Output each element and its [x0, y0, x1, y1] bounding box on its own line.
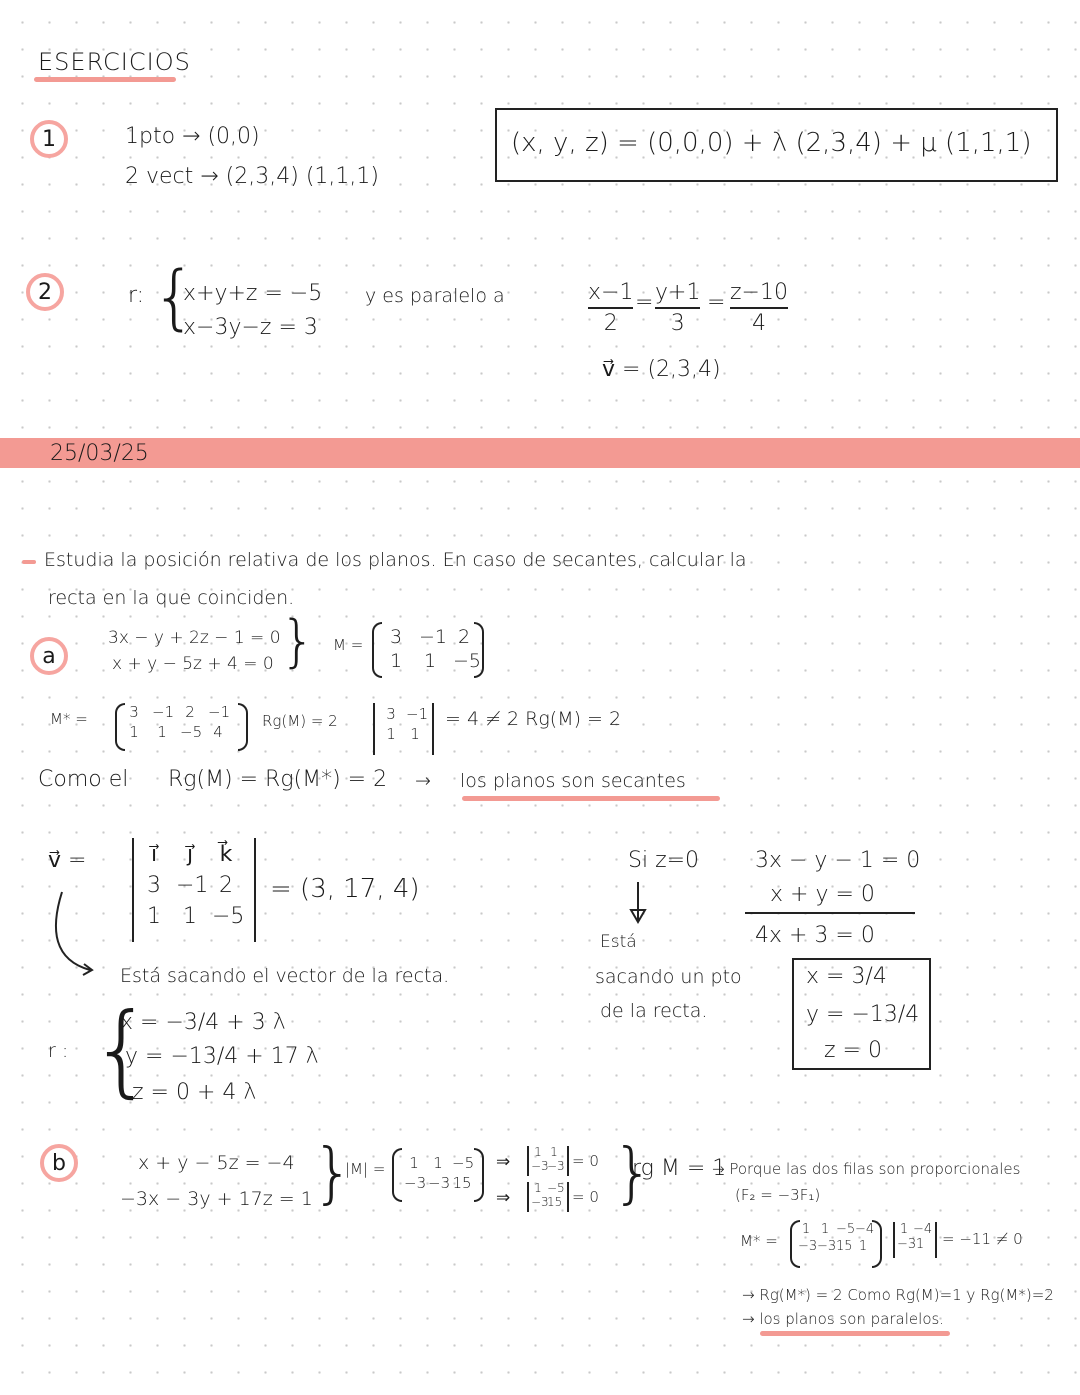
fraction-bar — [730, 307, 788, 309]
matrix-cell: −5 — [547, 1181, 565, 1195]
conclusion-underline — [760, 1331, 950, 1336]
matrix-cell: −3 — [531, 1195, 549, 1209]
system-brace: } — [612, 1134, 654, 1211]
minor-determinant — [382, 705, 429, 743]
system-equation-1: 3x − y − 1 = 0 — [755, 848, 921, 873]
matrix-cell: 1 — [858, 1239, 868, 1254]
z-zero-condition: Si z=0 — [628, 848, 700, 873]
conclusion-secantes: los planos son secantes — [460, 770, 686, 792]
date-label: 25/03/25 — [50, 441, 149, 466]
matrix-cell: −1 — [176, 873, 209, 898]
part-b-plane-1: x + y − 5z = −4 — [138, 1152, 295, 1174]
matrix-cell: −4 — [913, 1222, 933, 1237]
explanation-line-2: de la recta. — [600, 1000, 708, 1022]
fraction-numerator: z−10 — [730, 280, 788, 305]
augmented-matrix-label: M* = — [740, 1232, 778, 1250]
matrix-cell: −4 — [855, 1222, 875, 1237]
fraction-bar — [655, 307, 700, 309]
vector-note: Está sacando el vector de la recta. — [120, 965, 450, 987]
title-underline — [34, 77, 176, 82]
matrix-cell: 1 — [534, 1181, 542, 1195]
matrix-cell: 1 — [157, 723, 167, 741]
ex2-equation-2: x−3y−z = 3 — [183, 315, 318, 340]
matrix-cell: 1 — [129, 723, 139, 741]
fraction-numerator: y+1 — [655, 280, 701, 305]
direction-vector-label: v⃗ = — [48, 848, 87, 873]
fraction-numerator: x−1 — [588, 280, 634, 305]
matrix-cell: −3 — [404, 1174, 427, 1192]
arrow-icon: → — [415, 770, 431, 792]
matrix-cell: −5 — [836, 1222, 856, 1237]
conclusion-prefix: Como el — [38, 767, 129, 792]
system-brace: { — [90, 991, 154, 1108]
determinant-bar — [567, 1182, 569, 1212]
coefficient-matrix — [385, 626, 482, 672]
determinant-bar — [935, 1222, 937, 1258]
reason-line-2: (F₂ = −3F₁) — [735, 1186, 821, 1204]
left-parenthesis — [392, 1148, 402, 1202]
determinant-bar — [527, 1182, 529, 1212]
matrix-cell: 3 — [129, 703, 139, 721]
minor-result: = 0 — [572, 1188, 599, 1206]
part-b-plane-2: −3x − 3y + 17z = 1 — [120, 1188, 313, 1210]
matrix-cell: 2 — [185, 703, 195, 721]
parametric-x: x = −3/4 + 3 λ — [120, 1010, 286, 1035]
matrix-cell: −1 — [419, 626, 448, 648]
parametric-z: z = 0 + 4 λ — [132, 1080, 257, 1105]
sum-line — [745, 912, 915, 914]
ex2-direction-vector: v⃗ = (2,3,4) — [602, 357, 721, 382]
matrix-cell: 1 — [147, 904, 161, 929]
matrix-cell: −1 — [406, 705, 429, 723]
system-brace: } — [280, 609, 316, 674]
ex2-fraction-z — [730, 280, 788, 336]
matrix-cell: 1 — [386, 725, 396, 743]
fraction-denominator: 4 — [751, 311, 766, 336]
bullet-dash — [22, 560, 36, 564]
matrix-cell: −3 — [428, 1174, 451, 1192]
matrix-cell: −5 — [212, 904, 245, 929]
date-band — [0, 438, 1080, 468]
matrix-cell: 3 — [389, 626, 403, 648]
parallel-conclusion: → los planos son paralelos. — [742, 1310, 945, 1328]
minor-determinant — [531, 1145, 565, 1173]
ex2-parallel-text: y es paralelo a — [365, 285, 505, 307]
minor-determinant — [897, 1222, 933, 1252]
ex1-vectors-line: 2 vect → (2,3,4) (1,1,1) — [125, 164, 379, 189]
rank-mstar-line: → Rg(M*) = 2 Como Rg(M)=1 y Rg(M*)=2 — [742, 1286, 1054, 1304]
determinant-bar — [893, 1222, 895, 1258]
determinant-bar — [373, 703, 375, 755]
ex1-vector-equation: (x, y, z) = (0,0,0) + λ (2,3,4) + μ (1,1,1) — [511, 128, 1032, 158]
matrix-cell: 1 — [423, 650, 437, 672]
matrix-cell: −3 — [897, 1237, 917, 1252]
conclusion-underline — [462, 796, 720, 801]
matrix-cell: i⃗ — [150, 842, 158, 867]
matrix-cell: 3 — [386, 705, 396, 723]
minor-determinant — [531, 1181, 565, 1209]
system-sum-result: 4x + 3 = 0 — [755, 923, 875, 948]
solution-x: x = 3/4 — [806, 964, 887, 989]
augmented-matrix — [124, 703, 231, 741]
direction-vector-result: = (3, 17, 4) — [270, 874, 420, 904]
ex2-equation-1: x+y+z = −5 — [183, 281, 323, 306]
rank-m-result: rg M = 1 — [632, 1156, 727, 1181]
implies-arrow-icon: ⇒ — [496, 1188, 511, 1208]
system-equation-2: x + y = 0 — [770, 882, 875, 907]
implies-arrow-icon: ⇒ — [496, 1152, 511, 1172]
determinant-bar — [567, 1146, 569, 1176]
matrix-cell: −3 — [798, 1239, 818, 1254]
ex2-fraction-y — [655, 280, 700, 336]
right-parenthesis — [474, 622, 484, 678]
down-arrow-icon — [628, 880, 648, 928]
equals-sign: = — [635, 290, 654, 315]
part-a-badge: a — [30, 637, 68, 675]
right-parenthesis — [238, 703, 248, 751]
coefficient-matrix — [404, 1154, 475, 1192]
matrix-cell: 4 — [213, 723, 223, 741]
matrix-label: M = — [333, 636, 364, 654]
matrix-cell: 1 — [410, 725, 420, 743]
matrix-cell: 1 — [183, 904, 197, 929]
matrix-cell: −3 — [547, 1159, 565, 1173]
fraction-denominator: 2 — [603, 311, 618, 336]
matrix-cell: 1 — [915, 1237, 925, 1252]
matrix-cell: 1 — [899, 1222, 909, 1237]
rank-equality: Rg(M) = Rg(M*) = 2 — [168, 767, 388, 792]
fraction-denominator: 3 — [670, 311, 685, 336]
matrix-cell: 2 — [219, 873, 233, 898]
ex2-line-label: r: — [128, 283, 145, 308]
ex1-equation-box — [495, 108, 1058, 182]
matrix-cell: 1 — [389, 650, 403, 672]
matrix-cell: 1 — [801, 1222, 811, 1237]
minor-result: = 0 — [572, 1152, 599, 1170]
explanation-line-1: sacando un pto — [595, 966, 742, 988]
curved-arrow-icon — [50, 890, 110, 980]
reason-line-1: → Porque las dos filas son proporcionales — [712, 1160, 1021, 1178]
matrix-cell: −3 — [531, 1159, 549, 1173]
part-b-badge: b — [40, 1144, 78, 1182]
rank-m: Rg(M) = 2 — [262, 712, 338, 730]
matrix-cell: −5 — [453, 650, 482, 672]
matrix-cell: k⃗ — [219, 842, 233, 867]
matrix-cell: 15 — [836, 1239, 853, 1254]
matrix-cell: 1 — [534, 1145, 542, 1159]
determinant-bar — [432, 703, 434, 755]
matrix-cell: −5 — [180, 723, 203, 741]
right-parenthesis — [474, 1148, 484, 1202]
line-r-label: r : — [48, 1040, 69, 1062]
fraction-bar — [588, 307, 633, 309]
matrix-cell: j⃗ — [186, 842, 194, 867]
matrix-cell: −3 — [817, 1239, 837, 1254]
matrix-cell: 1 — [433, 1154, 443, 1172]
parametric-y: y = −13/4 + 17 λ — [125, 1044, 319, 1069]
solution-z: z = 0 — [824, 1038, 882, 1063]
system-brace: } — [312, 1134, 354, 1211]
explanation-word: Está — [600, 932, 637, 952]
statement-line-2: recta en la que coinciden. — [48, 587, 295, 609]
ex1-point-line: 1pto → (0,0) — [125, 124, 260, 149]
exercise-number-badge: 1 — [30, 120, 68, 158]
matrix-cell: 1 — [550, 1145, 558, 1159]
augmented-matrix-label: M* = — [50, 710, 88, 728]
equals-sign: = — [707, 290, 726, 315]
left-parenthesis — [372, 622, 382, 678]
matrix-cell: 2 — [457, 626, 471, 648]
solution-box — [792, 958, 931, 1070]
right-parenthesis — [872, 1220, 882, 1268]
determinant-bar — [132, 838, 134, 942]
minor-result: = 4 ≠ 2 Rg(M) = 2 — [445, 708, 622, 730]
matrix-cell: 15 — [452, 1174, 472, 1192]
cross-product-determinant — [140, 842, 245, 929]
minor-result: = −11 ≠ 0 — [942, 1230, 1023, 1248]
matrix-label: |M| = — [345, 1160, 386, 1178]
part-a-plane-1: 3x − y + 2z − 1 = 0 — [108, 628, 281, 648]
determinant-bar — [254, 838, 256, 942]
part-a-plane-2: x + y − 5z + 4 = 0 — [112, 654, 274, 674]
ex2-fraction-x — [588, 280, 633, 336]
matrix-cell: 15 — [547, 1195, 563, 1209]
matrix-cell: 1 — [820, 1222, 830, 1237]
system-brace: { — [152, 256, 197, 338]
statement-line-1: Estudia la posición relativa de los planos. En caso de secantes, calcular la — [44, 549, 747, 571]
determinant-bar — [527, 1146, 529, 1176]
page-title: ESERCICIOS — [38, 48, 191, 76]
augmented-matrix — [798, 1222, 875, 1254]
matrix-cell: 1 — [409, 1154, 419, 1172]
matrix-cell: −1 — [208, 703, 231, 721]
solution-y: y = −13/4 — [806, 1002, 920, 1027]
matrix-cell: −1 — [152, 703, 175, 721]
matrix-cell: 3 — [147, 873, 161, 898]
exercise-number-badge: 2 — [26, 273, 64, 311]
matrix-cell: −5 — [452, 1154, 475, 1172]
